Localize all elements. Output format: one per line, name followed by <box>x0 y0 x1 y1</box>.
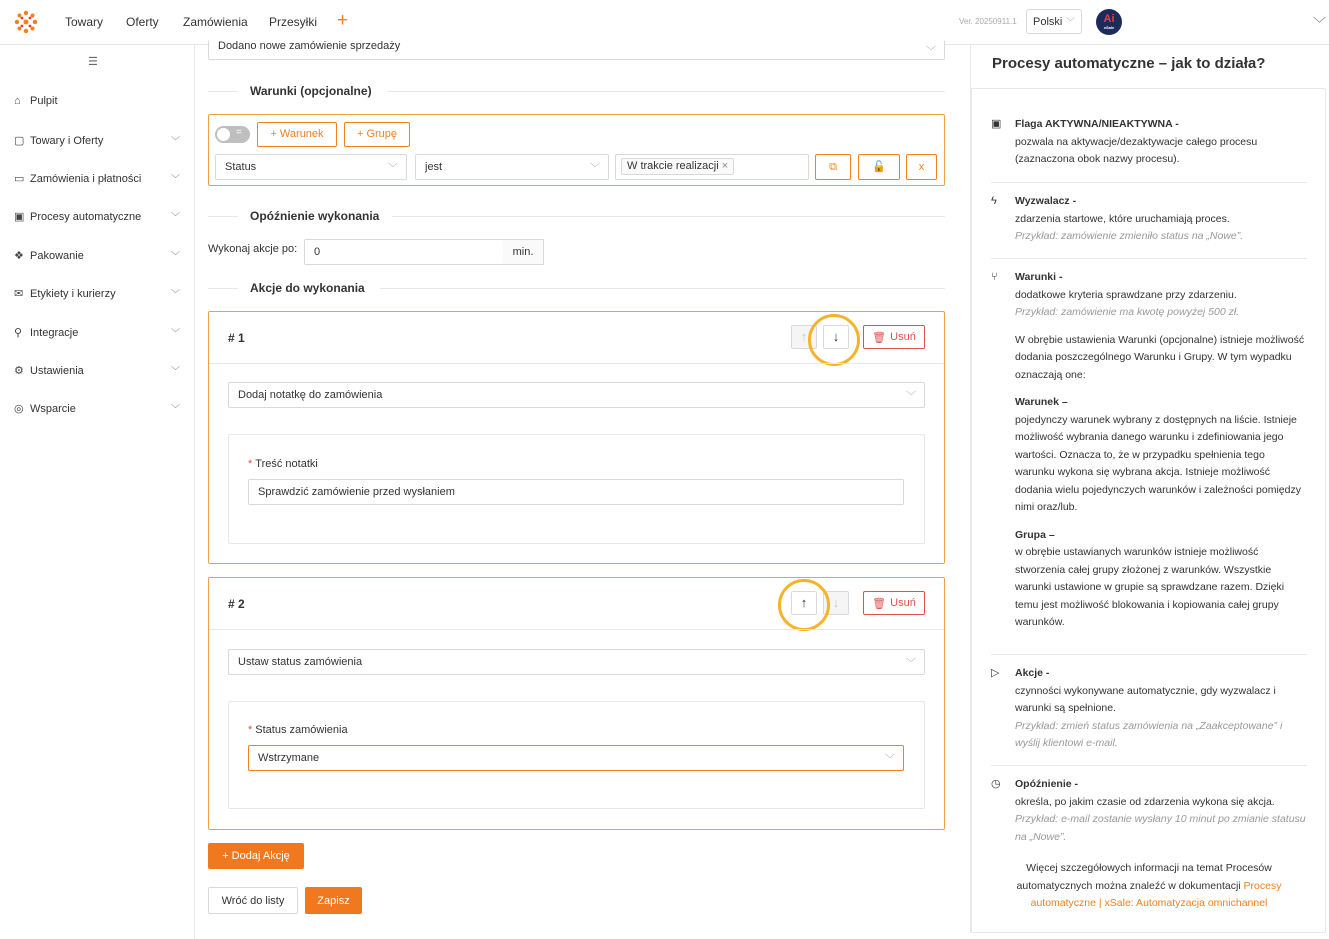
help-delay <box>991 776 1307 846</box>
sidebar-item-1[interactable] <box>14 134 184 147</box>
sidebar-item-8[interactable] <box>14 402 184 415</box>
required-mark: * <box>248 458 253 470</box>
action-type-select[interactable] <box>228 649 925 675</box>
nav-oferty[interactable]: Oferty <box>126 15 159 29</box>
help-grupa-title: Grupa – <box>1015 528 1055 541</box>
delete-action-button[interactable] <box>863 591 925 615</box>
sidebar-item-0[interactable] <box>14 95 184 107</box>
note-label-text: Treść notatki <box>255 458 318 470</box>
mail-icon: ✉ <box>14 288 24 300</box>
condition-toggle[interactable] <box>215 126 250 143</box>
divider <box>991 765 1307 766</box>
delete-action-button[interactable] <box>863 325 925 349</box>
add-condition-button[interactable]: + Warunek <box>257 122 337 147</box>
help-footer <box>991 860 1307 913</box>
sidebar-item-label: Procesy automatyczne <box>30 211 142 223</box>
chevron-down-icon: ﹀ <box>388 163 398 175</box>
condition-field-value: Status <box>225 161 257 173</box>
delay-input[interactable]: 0 <box>304 239 504 265</box>
logo-icon[interactable] <box>12 8 40 36</box>
help-trigger-title: Wyzwalacz - <box>1015 195 1077 207</box>
lightning-icon: ϟ <box>991 195 997 207</box>
delete-condition-button[interactable]: x <box>906 154 937 180</box>
action-number-1: # 1 <box>228 331 245 345</box>
tag-label: W trakcie realizacji <box>627 160 719 172</box>
help-actions-example: Przykład: zmień status zamówienia na „Zaakceptowane” i wyślij klientowi e-mail. <box>1015 719 1283 749</box>
plug-icon: ⚲ <box>14 327 23 339</box>
divider <box>991 182 1307 183</box>
help-flag <box>991 116 1307 169</box>
arrow-up-icon: ↑ <box>800 595 808 610</box>
add-group-button[interactable]: + Grupę <box>344 122 410 147</box>
help-flag-body: pozwala na aktywacje/dezaktywacje całego procesu (zaznaczona obok nazwy procesu). <box>1015 135 1258 165</box>
top-bar <box>0 0 1329 45</box>
chevron-down-icon: ﹀ <box>170 136 180 146</box>
delete-label: Usuń <box>890 597 916 609</box>
clock-icon: ◷ <box>991 778 1001 790</box>
action-type-select[interactable] <box>228 382 925 408</box>
highlight-circle <box>778 579 830 631</box>
add-tab-icon[interactable]: + <box>337 10 349 31</box>
sidebar-item-7[interactable] <box>14 364 184 377</box>
language-value: Polski <box>1033 16 1063 28</box>
back-to-list-button[interactable]: Wróć do listy <box>208 887 298 914</box>
avatar-text: Ai <box>1103 13 1115 25</box>
avatar[interactable] <box>1096 9 1122 35</box>
trigger-value: Dodano nowe zamówienie sprzedaży <box>218 39 401 52</box>
language-select[interactable] <box>1026 9 1082 34</box>
nav-towary[interactable]: Towary <box>65 15 104 29</box>
help-trigger <box>991 193 1307 246</box>
divider <box>991 654 1307 655</box>
sidebar-item-label: Zamówienia i płatności <box>30 173 142 185</box>
chevron-down-icon: ﹀ <box>885 754 895 766</box>
sidebar <box>0 45 195 939</box>
help-panel <box>970 45 1327 933</box>
divider <box>388 91 945 92</box>
divider <box>380 288 945 289</box>
avatar-sub: xSale <box>1103 25 1115 30</box>
help-footer-text: Więcej szczegółowych informacji na temat Procesów automatycznych można znaleźć w dokumentacji <box>1016 862 1272 892</box>
help-actions-body: czynności wykonywane automatycznie, gdy wyzwalacz i warunki są spełnione. <box>1015 684 1276 714</box>
chevron-down-icon: ﹀ <box>926 46 936 57</box>
arrow-down-icon: ↓ <box>832 329 840 344</box>
delay-title: Opóźnienie wykonania <box>250 209 380 223</box>
folder-icon: ▭ <box>14 173 25 185</box>
close-icon[interactable]: × <box>721 160 729 172</box>
sidebar-item-label: Towary i Oferty <box>30 135 104 147</box>
note-input[interactable]: Sprawdzić zamówienie przed wysłaniem <box>248 479 904 505</box>
help-trigger-body: zdarzenia startowe, które uruchamiają proces. <box>1015 212 1230 225</box>
help-warunek-body: pojedynczy warunek wybrany z dostępnych na liście. Istnieje możliwość wybrania danego warunku i zdefiniowania jego wartości. Oznacza to, że w przypadku spełnienia tego warunku wykona się wybrana akcja. Istnieje możliwość dodania wielu pojedynczych warunków i zależności pomiędzy nimi oraz/lub. <box>1015 413 1301 513</box>
help-trigger-example: Przykład: zamówienie zmieniło status na „Nowe”. <box>1015 230 1244 242</box>
sidebar-item-label: Ustawienia <box>30 365 84 377</box>
chevron-down-icon: ﹀ <box>170 404 180 414</box>
action-type-value: Ustaw status zamówienia <box>238 656 363 668</box>
action-number-2: # 2 <box>228 597 245 611</box>
chevron-down-icon: ﹀ <box>1065 17 1075 27</box>
copy-condition-button[interactable] <box>815 154 851 180</box>
chevron-down-icon[interactable]: ﹀ <box>1313 16 1327 31</box>
status-label-text: Status zamówienia <box>255 724 348 736</box>
home-icon: ⌂ <box>14 95 21 107</box>
sidebar-item-4[interactable] <box>14 249 184 262</box>
required-mark: * <box>248 724 253 736</box>
divider <box>209 629 944 630</box>
save-button[interactable]: Zapisz <box>305 887 362 914</box>
chevron-down-icon: ﹀ <box>170 251 180 261</box>
order-status-select[interactable] <box>248 745 904 771</box>
note-label <box>248 458 318 470</box>
chevron-down-icon: ﹀ <box>170 289 180 299</box>
unlock-icon: 🔓 <box>872 161 886 173</box>
action-type-value: Dodaj notatkę do zamówienia <box>238 389 383 401</box>
sidebar-item-label: Etykiety i kurierzy <box>30 288 116 300</box>
condition-value-tag[interactable] <box>621 158 734 175</box>
support-icon: ◎ <box>14 403 24 415</box>
chevron-down-icon: ﹀ <box>590 163 600 175</box>
help-delay-title: Opóźnienie - <box>1015 778 1078 790</box>
chevron-down-icon: ﹀ <box>170 212 180 222</box>
trash-icon: 🗑 <box>872 597 887 610</box>
sidebar-item-3[interactable] <box>14 210 184 223</box>
divider <box>991 258 1307 259</box>
add-action-button[interactable]: + Dodaj Akcję <box>208 843 304 869</box>
help-conditions <box>991 269 1307 632</box>
chevron-down-icon: ﹀ <box>170 366 180 376</box>
actions-title: Akcje do wykonania <box>250 281 365 295</box>
delete-label: Usuń <box>890 331 916 343</box>
collapse-menu-icon[interactable]: ☰ <box>88 56 98 68</box>
gear-icon: ⚙ <box>14 365 24 377</box>
docs-link[interactable]: Procesy automatyczne | xSale: Automatyzacja omnichannel <box>1030 879 1282 909</box>
help-actions-title: Akcje - <box>1015 667 1050 679</box>
delay-label: Wykonaj akcje po: <box>208 243 298 255</box>
chevron-down-icon: ﹀ <box>170 174 180 184</box>
sidebar-item-6[interactable] <box>14 326 184 339</box>
delay-unit: min. <box>503 239 544 265</box>
divider <box>208 216 238 217</box>
dropbox-icon: ❖ <box>14 250 24 262</box>
help-conditions-example: Przykład: zamówienie ma kwotę powyżej 500 zł. <box>1015 306 1240 318</box>
help-delay-body: określa, po jakim czasie od zdarzenia wykona się akcja. <box>1015 795 1275 808</box>
help-flag-title: Flaga AKTYWNA/NIEAKTYWNA - <box>1015 118 1179 130</box>
chevron-down-icon: ﹀ <box>170 328 180 338</box>
help-conditions-intro: W obrębie ustawienia Warunki (opcjonalne) istnieje możliwość dodania poszczególnego Warunku i Grupy. W tym wypadku oznaczają one: <box>1015 333 1305 381</box>
divider <box>208 91 238 92</box>
divider <box>208 288 238 289</box>
help-title: Procesy automatyczne – jak to działa? <box>992 55 1266 72</box>
chevron-down-icon: ﹀ <box>906 658 916 670</box>
help-conditions-body: dodatkowe kryteria sprawdzane przy zdarzeniu. <box>1015 288 1237 301</box>
bag-icon: ▢ <box>14 135 25 147</box>
play-icon: ▷ <box>991 667 1000 679</box>
help-conditions-title: Warunki - <box>1015 271 1063 283</box>
chevron-down-icon: ﹀ <box>906 391 916 403</box>
trash-icon: 🗑 <box>872 331 887 344</box>
sidebar-item-label: Pakowanie <box>30 250 84 262</box>
copy-icon: ⧉ <box>829 161 837 173</box>
sidebar-item-label: Wsparcie <box>30 403 76 415</box>
trigger-select[interactable] <box>208 40 945 60</box>
condition-operator-value: jest <box>425 161 443 173</box>
divider <box>392 216 945 217</box>
sidebar-item-2[interactable] <box>14 172 184 185</box>
highlight-circle <box>808 314 860 366</box>
conditions-title: Warunki (opcjonalne) <box>250 84 372 98</box>
process-icon: ▣ <box>14 211 25 223</box>
toggle-knob <box>217 128 230 141</box>
version-label: Ver. 20250911.1 <box>959 17 1017 26</box>
help-delay-example: Przykład: e-mail zostanie wysłany 10 minut po zmianie statusu na „Nowe”. <box>1015 813 1306 843</box>
lock-condition-button[interactable] <box>858 154 900 180</box>
conditions-icon: ⑂ <box>991 271 998 283</box>
help-warunek-title: Warunek – <box>1015 396 1068 408</box>
order-status-value: Wstrzymane <box>258 752 320 764</box>
condition-operator-select[interactable] <box>415 154 609 180</box>
flag-icon: ▣ <box>991 118 1002 130</box>
help-actions <box>991 665 1307 753</box>
sidebar-item-label: Pulpit <box>30 95 58 107</box>
nav-przesylki[interactable]: Przesyłki <box>269 15 318 29</box>
help-grupa-body: w obrębie ustawianych warunków istnieje możliwość stworzenia całej grupy złożonej z warunków. Wszystkie warunki ustawione w grupie są sprawdzane razem. Dzięki temu jest możliwość blokowania i kopiowania całej grupy warunków. <box>1015 546 1285 628</box>
sidebar-item-5[interactable] <box>14 287 184 300</box>
arrow-down-icon: ↓ <box>832 595 840 610</box>
sidebar-item-label: Integracje <box>30 327 79 339</box>
toggle-label: = <box>236 127 242 138</box>
divider <box>209 363 944 364</box>
nav-zamowienia[interactable]: Zamówienia <box>183 15 248 29</box>
status-label <box>248 724 348 736</box>
arrow-up-icon: ↑ <box>800 329 808 344</box>
condition-field-select[interactable] <box>215 154 407 180</box>
